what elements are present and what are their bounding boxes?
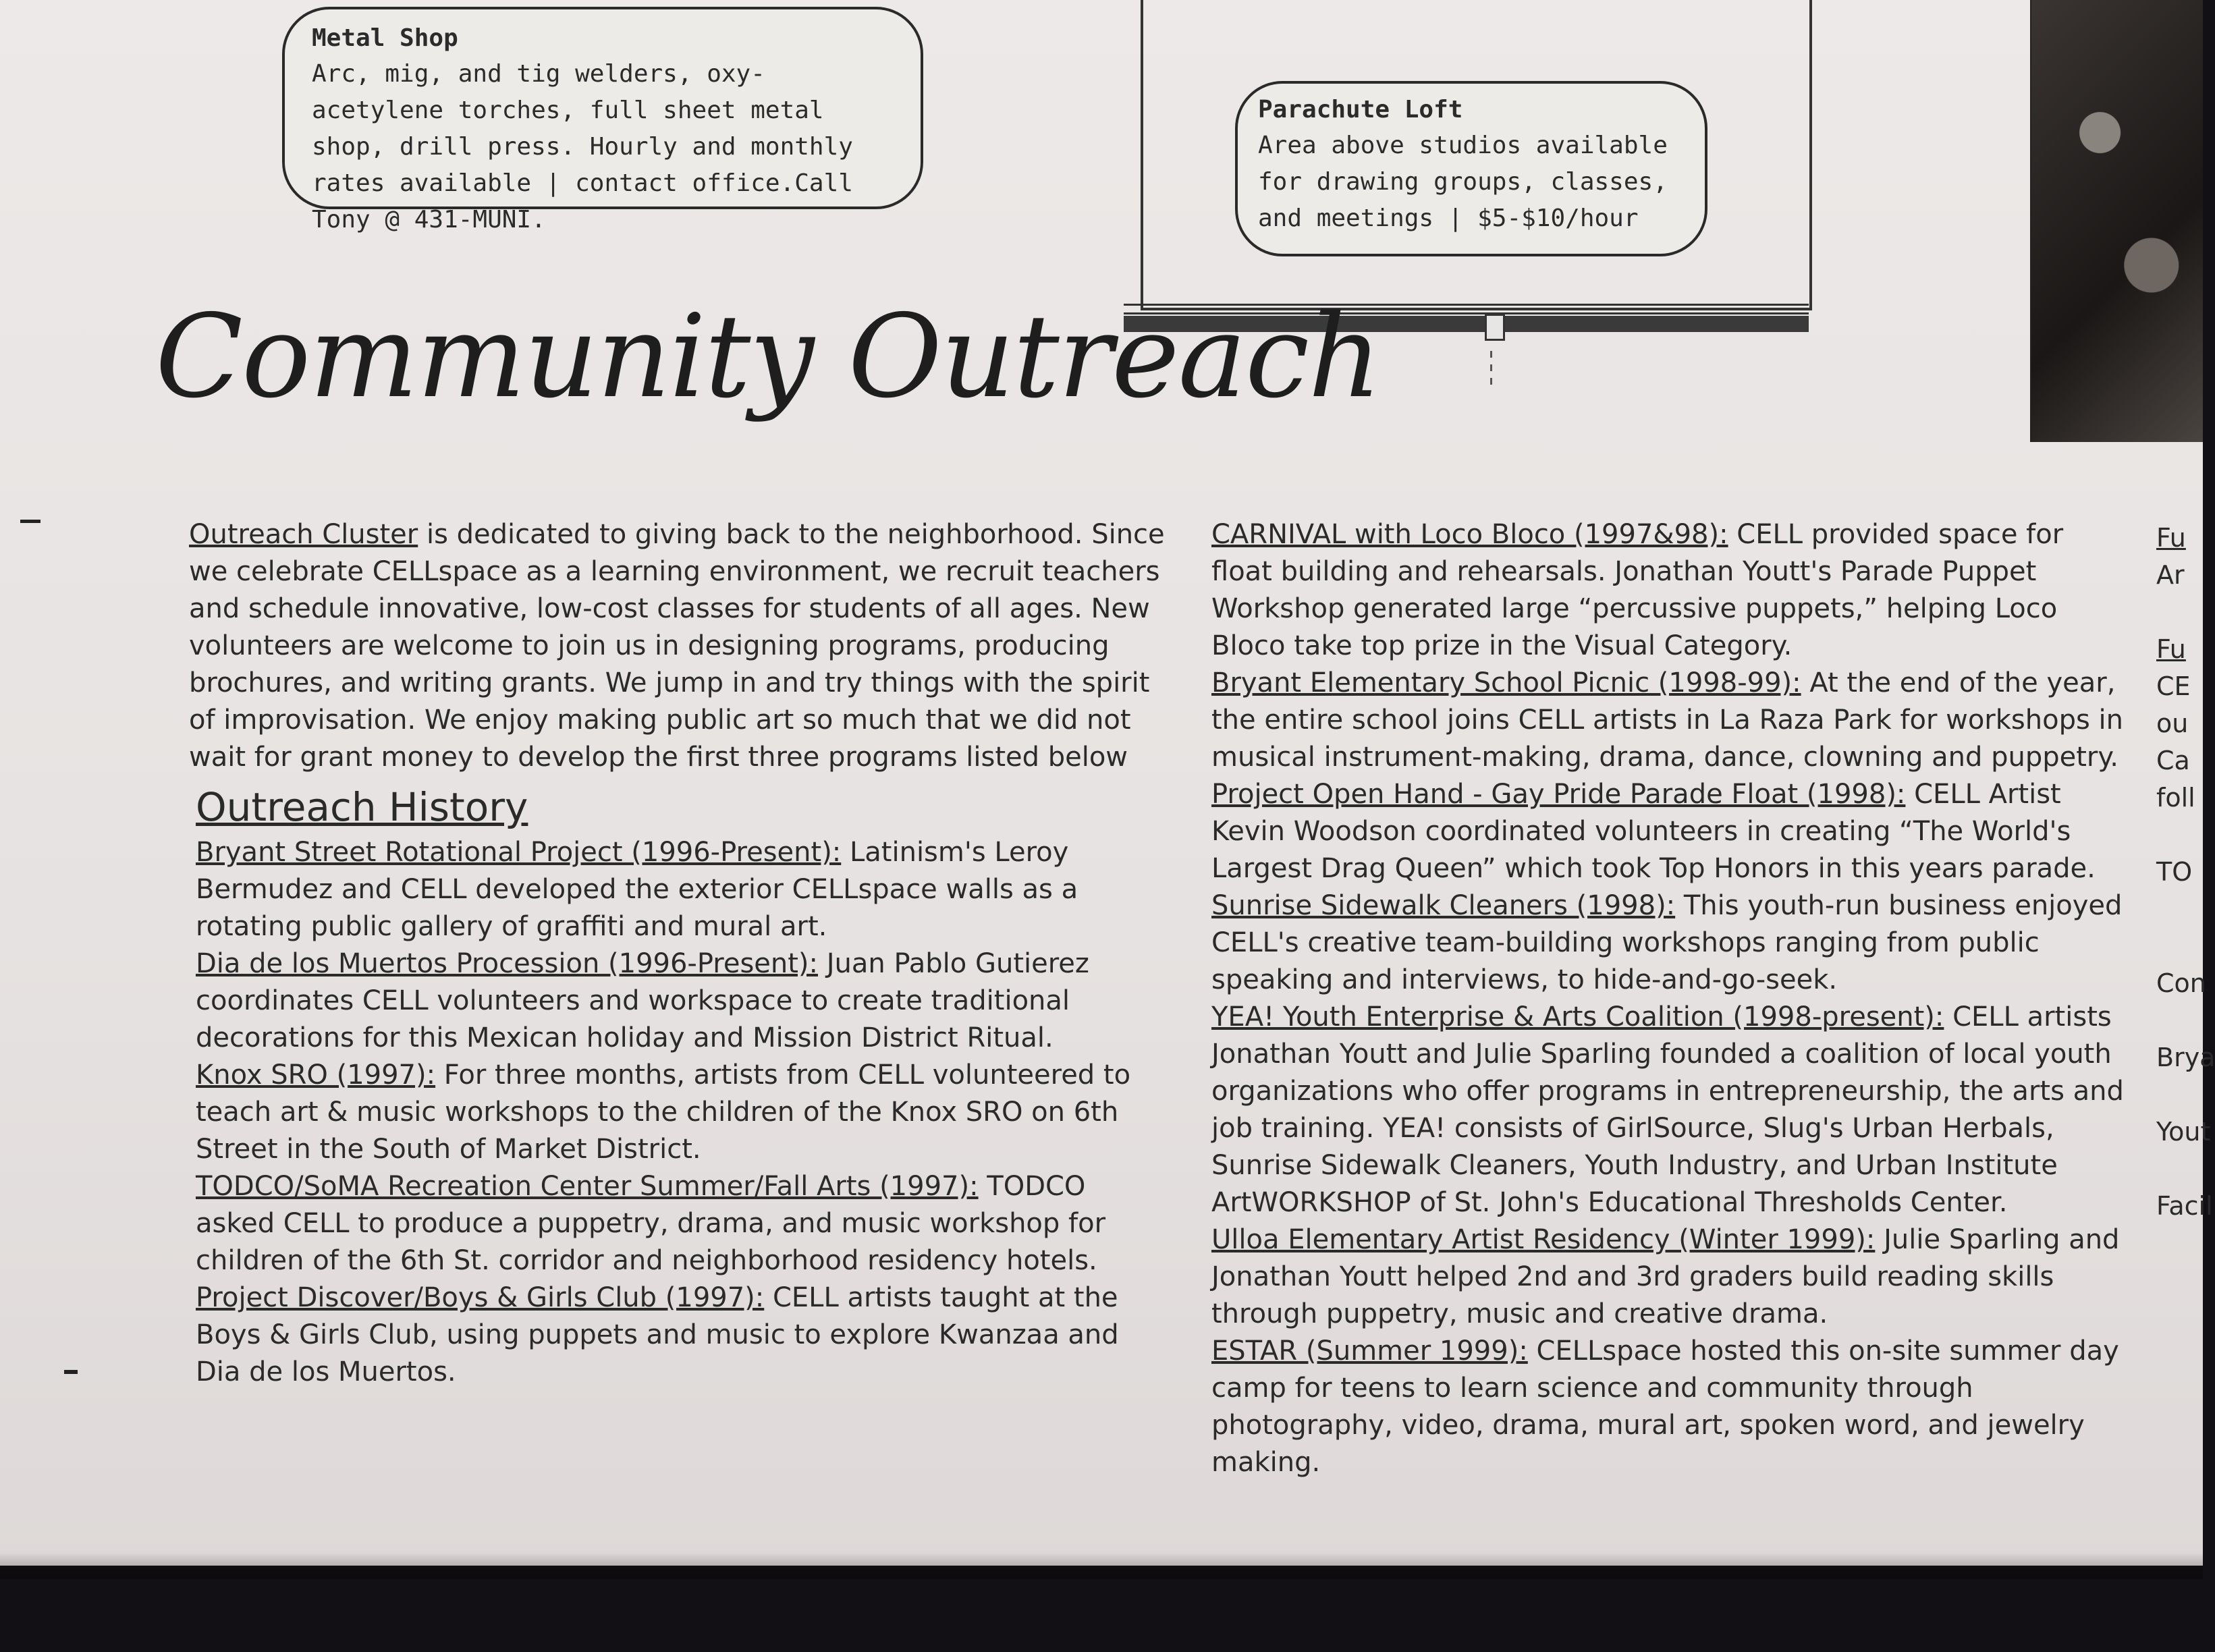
history-entry: [196, 1168, 1168, 1279]
history-entry: [1211, 999, 2129, 1221]
cropped-text-fragment: Fu: [2156, 523, 2186, 553]
entry-text: Julie Sparling and Jonathan Youtt helped 2nd and 3rd graders build reading skills through puppetry, music and creative drama.: [1211, 1224, 2120, 1329]
entry-text: CELL artists Jonathan Youtt and Julie Sparling founded a coalition of local youth organizations who offer programs in entrepreneurship, the arts and job training. YEA! consists of GirlSource, Slug's Urban Herbals, Sunrise Sidewalk Cleaners, Youth Industry, and Urban Institute ArtWORKSHOP of St. John's Educational Thresholds Center.: [1211, 1001, 2124, 1218]
entry-title: TODCO/SoMA Recreation Center Summer/Fall Arts (1997):: [196, 1171, 979, 1202]
entry-text: For three months, artists from CELL volunteered to teach art & music workshops to the children of the Knox SRO on 6th Street in the South of Market District.: [196, 1059, 1131, 1165]
floorplan-dashed-line: [1490, 351, 1492, 391]
column-middle: [1211, 516, 2129, 1481]
column-left: [189, 516, 1168, 1391]
cropped-text-fragment: Ca: [2156, 746, 2190, 775]
history-entry: [1211, 1221, 2129, 1333]
metal-shop-callout: [282, 7, 923, 233]
metal-shop-title: Metal Shop: [312, 24, 458, 52]
entry-text: CELL provided space for float building and rehearsals. Jonathan Youtt's Parade Puppet Workshop generated large “percussive puppets,” helping Loco Bloco take top prize in the Visual Category.: [1211, 519, 2064, 661]
cropped-text-fragment: Con: [2156, 968, 2206, 998]
history-entry: [1211, 665, 2129, 776]
cropped-text-fragment: [2156, 1151, 2210, 1188]
cropped-text-fragment: Brya: [2156, 1043, 2215, 1072]
history-entry: [196, 834, 1168, 945]
history-entry: [196, 1279, 1168, 1391]
parachute-loft-callout: [1235, 81, 1707, 256]
metal-shop-body: Arc, mig, and tig welders, oxy-acetylene torches, full sheet metal shop, drill press. Hourly and monthly rates available | contact office.Call Tony @ 431-MUNI.: [312, 60, 853, 233]
margin-mark: [64, 1370, 78, 1374]
cropped-text-fragment: Ar: [2156, 560, 2185, 590]
entry-title: Bryant Elementary School Picnic (1998-99):: [1211, 667, 1801, 698]
cropped-text-fragment: Yout: [2156, 1117, 2211, 1147]
entry-title: Project Discover/Boys & Girls Club (1997):: [196, 1282, 765, 1313]
parachute-loft-body: Area above studios available for drawing groups, classes, and meetings | $5-$10/hour: [1258, 132, 1668, 232]
outreach-cluster-link[interactable]: Outreach Cluster: [189, 519, 418, 550]
entry-text: TODCO asked CELL to produce a puppetry, drama, and music workshop for children of the 6th St. corridor and neighborhood residency hotels.: [196, 1171, 1106, 1276]
cropped-text-fragment: CE: [2156, 671, 2191, 701]
cropped-text-fragment: foll: [2156, 783, 2195, 813]
entry-text: At the end of the year, the entire school joins CELL artists in La Raza Park for workshops in musical instrument-making, drama, dance, clowning and puppetry.: [1211, 667, 2123, 773]
entry-text: Latinism's Leroy Bermudez and CELL developed the exterior CELLspace walls as a rotating public gallery of graffiti and mural art.: [196, 837, 1078, 942]
entry-title: Bryant Street Rotational Project (1996-Present):: [196, 837, 842, 868]
entry-title: Knox SRO (1997):: [196, 1059, 436, 1091]
parachute-loft-title: Parachute Loft: [1258, 96, 1463, 123]
intro-paragraph: [189, 516, 1168, 776]
entry-title: Ulloa Elementary Artist Residency (Winter 1999):: [1211, 1224, 1876, 1255]
entry-text: CELL artists taught at the Boys & Girls Club, using puppets and music to explore Kwanzaa and Dia de los Muertos.: [196, 1282, 1119, 1387]
floorplan-door-marker: [1485, 314, 1505, 341]
history-entry: [1211, 516, 2129, 665]
history-entry: [1211, 776, 2129, 887]
cropped-text-fragment: [2156, 891, 2210, 928]
entry-text: CELLspace hosted this on-site summer day camp for teens to learn science and community through photography, video, drama, mural art, spoken word, and jewelry making.: [1211, 1336, 2119, 1478]
entry-title: Sunrise Sidewalk Cleaners (1998):: [1211, 890, 1676, 921]
cropped-text-fragment: [2156, 1002, 2210, 1039]
cropped-text-fragment: [2156, 928, 2210, 965]
cropped-text-fragment: TO: [2156, 857, 2193, 887]
cropped-text-fragment: Fu: [2156, 634, 2186, 664]
margin-mark: [20, 520, 40, 523]
entry-title: Dia de los Muertos Procession (1996-Present):: [196, 948, 819, 979]
cropped-text-fragment: Facil: [2156, 1191, 2213, 1221]
entry-title: Project Open Hand - Gay Pride Parade Float (1998):: [1211, 779, 1906, 810]
entry-text: This youth-run business enjoyed CELL's creative team-building workshops ranging from public speaking and interviews, to hide-and-go-seek.: [1211, 890, 2123, 995]
history-entry: [196, 945, 1168, 1057]
page-title: Community Outreach: [155, 290, 1381, 424]
cropped-text-fragment: ou: [2156, 709, 2189, 738]
history-entry: [196, 1057, 1168, 1168]
entry-text: CELL Artist Kevin Woodson coordinated volunteers in creating “The World's Largest Drag Queen” which took Top Honors in this years parade.: [1211, 779, 2096, 884]
intro-text: is dedicated to giving back to the neighborhood. Since we celebrate CELLspace as a learning environment, we recruit teachers and schedule innovative, low-cost classes for students of all ages. New volunteers are welcome to join us in designing programs, producing brochures, and writing grants. We jump in and try things with the spirit of improvisation. We enjoy making public art so much that we did not wait for grant money to develop the first three programs listed below: [189, 519, 1165, 773]
page-edge-shadow: [0, 1552, 2203, 1579]
photo-image: [2031, 0, 2203, 442]
history-entry: [1211, 887, 2129, 999]
entry-title: YEA! Youth Enterprise & Arts Coalition (1998-present):: [1211, 1001, 1944, 1032]
column-right-cropped: [2156, 520, 2215, 1225]
cropped-text-fragment: [2156, 817, 2210, 854]
entry-title: CARNIVAL with Loco Bloco (1997&98):: [1211, 519, 1728, 550]
cropped-text-fragment: [2156, 1076, 2210, 1113]
history-entry: [1211, 1333, 2129, 1481]
entry-title: ESTAR (Summer 1999):: [1211, 1336, 1528, 1367]
cropped-text-fragment: [2156, 594, 2210, 631]
outreach-history-heading: Outreach History: [196, 784, 528, 830]
entry-text: Juan Pablo Gutierez coordinates CELL volunteers and workspace to create traditional decorations for this Mexican holiday and Mission District Ritual.: [196, 948, 1089, 1053]
